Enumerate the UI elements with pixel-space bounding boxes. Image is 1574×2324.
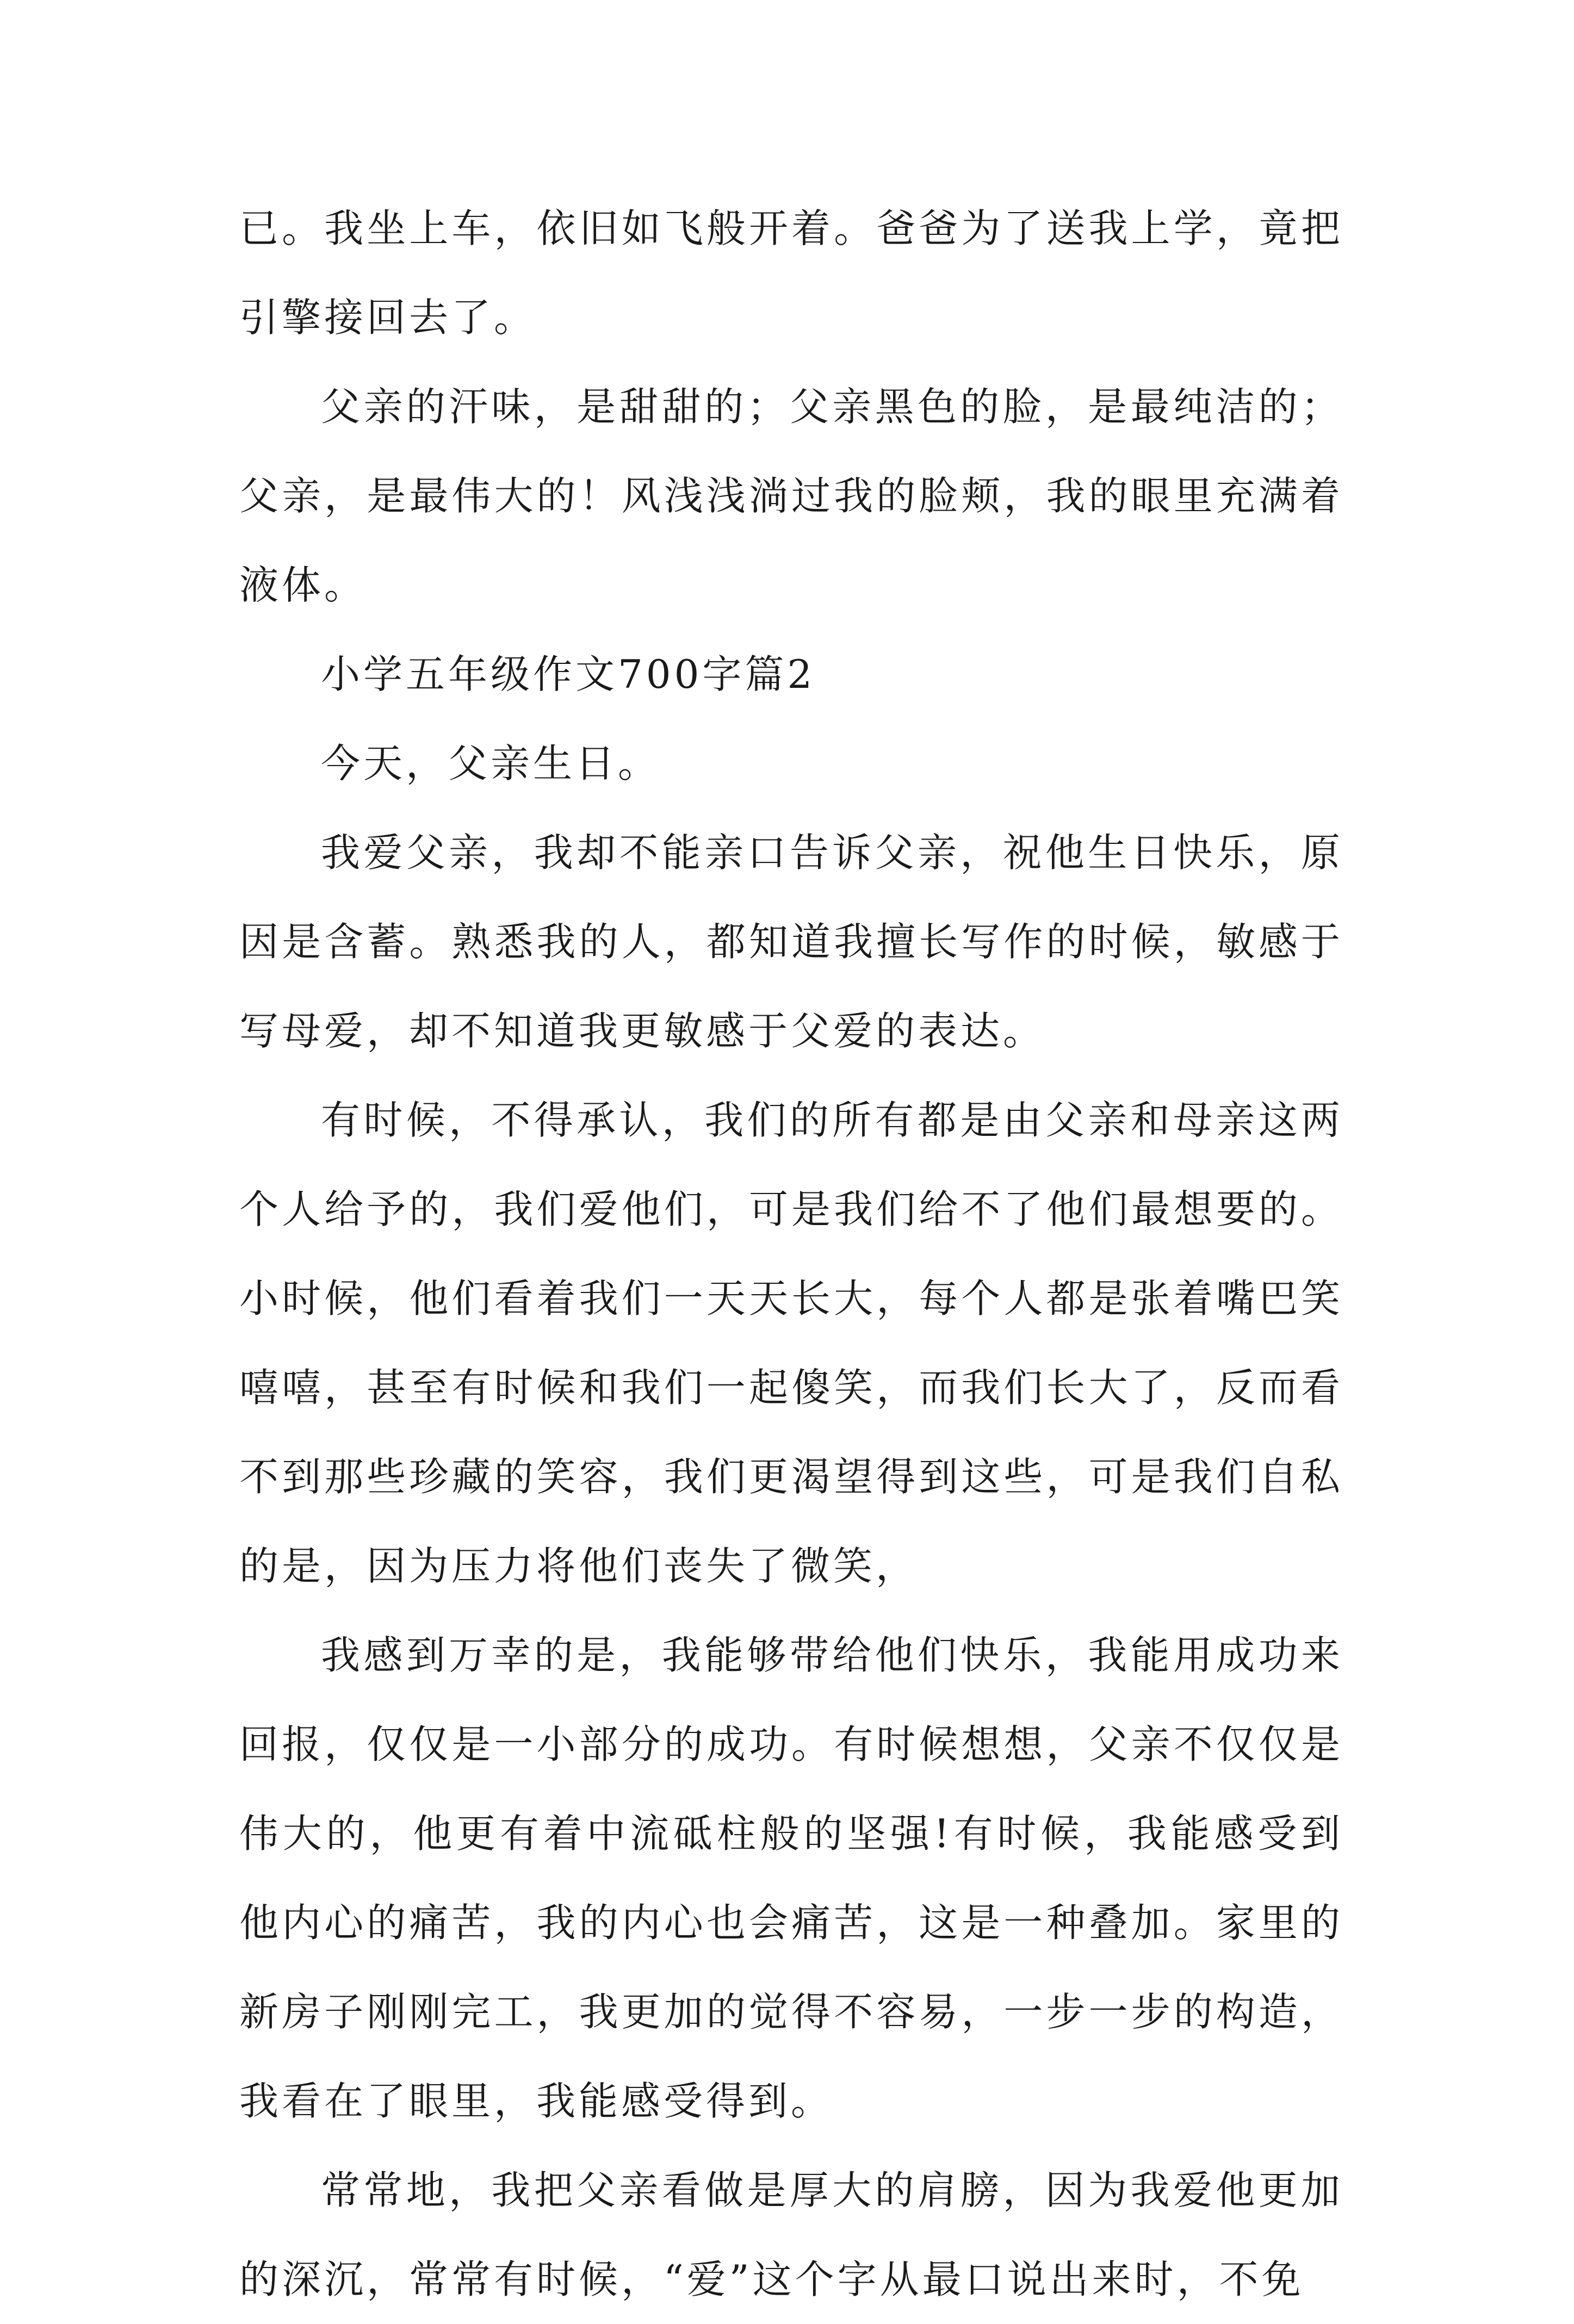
paragraph: 父亲的汗味，是甜甜的；父亲黑色的脸，是最纯洁的；父亲，是最伟大的！风浅浅淌过我的脸颊，我的眼里充满着液体。: [239, 384, 1343, 608]
paragraph: 有时候，不得承认，我们的所有都是由父亲和母亲这两个人给予的，我们爱他们，可是我们给不了他们最想要的。小时候，他们看着我们一天天长大，每个人都是张着嘴巴笑嘻嘻，甚至有时候和我们一起傻笑，而我们长大了，反而看不到那些珍藏的笑容，我们更渴望得到这些，可是我们自私的是，因为压力将他们丧失了微笑，: [239, 1097, 1343, 1589]
paragraph: 我爱父亲，我却不能亲口告诉父亲，祝他生日快乐，原因是含蓄。熟悉我的人，都知道我擅长写作的时候，敏感于写母爱，却不知道我更敏感于父爱的表达。: [239, 830, 1343, 1054]
paragraph: 今天，父亲生日。: [321, 741, 661, 786]
paragraph-continuation: 已。我坐上车，依旧如飞般开着。爸爸为了送我上学，竟把引擎接回去了。: [239, 206, 1343, 340]
paragraph: 我感到万幸的是，我能够带给他们快乐，我能用成功来回报，仅仅是一小部分的成功。有时候想想，父亲不仅仅是伟大的，他更有着中流砥柱般的坚强!有时候，我能感受到他内心的痛苦，我的内心也会痛苦，这是一种叠加。家里的新房子刚刚完工，我更加的觉得不容易，一步一步的构造，我看在了眼里，我能感受得到。: [239, 1632, 1343, 2124]
paragraph: 常常地，我把父亲看做是厚大的肩膀，因为我爱他更加的深沉，常常有时候，“爱”这个字从最口说出来时，不免: [239, 2167, 1343, 2302]
section-heading: 小学五年级作文700字篇2: [321, 651, 816, 697]
document-body: [239, 184, 1343, 2324]
